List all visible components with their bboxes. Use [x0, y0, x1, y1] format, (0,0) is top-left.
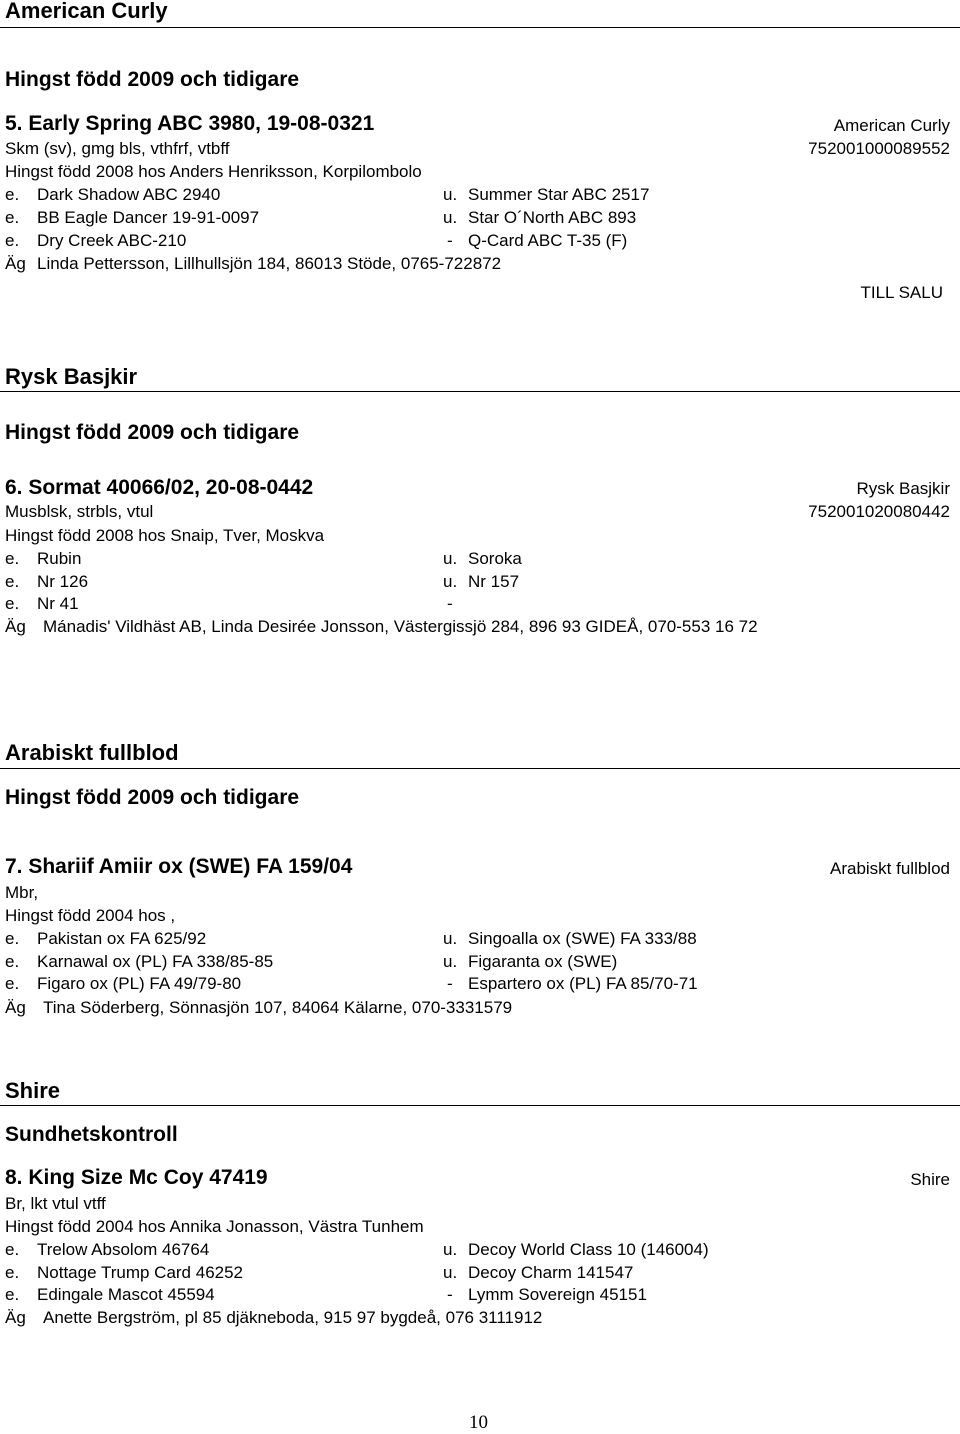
group-title: Hingst född 2009 och tidigare: [5, 786, 300, 809]
pedigree-prefix: e.: [5, 1263, 20, 1282]
horse-id-number: 752001000089552: [808, 139, 950, 158]
pedigree-prefix: e.: [5, 594, 20, 613]
page-number: 10: [469, 1412, 488, 1433]
pedigree-name: Decoy World Class 10 (146004): [468, 1240, 709, 1259]
pedigree-prefix: e.: [5, 952, 20, 971]
group-title: Hingst född 2009 och tidigare: [5, 421, 300, 444]
section-title: Rysk Basjkir: [5, 364, 138, 389]
owner-info: Anette Bergström, pl 85 djäkneboda, 915 97 bygdeå, 076 3111912: [43, 1308, 543, 1327]
pedigree-name: Nr 157: [468, 572, 520, 591]
horse-id-number: 752001020080442: [808, 502, 950, 521]
pedigree-prefix: e.: [5, 1285, 20, 1304]
pedigree-name: Dry Creek ABC-210: [37, 231, 187, 250]
pedigree-name: Nr 126: [37, 572, 89, 591]
pedigree-name: Summer Star ABC 2517: [468, 185, 650, 204]
pedigree-prefix: e.: [5, 572, 20, 591]
owner-prefix: Äg: [5, 998, 26, 1017]
pedigree-name: Pakistan ox FA 625/92: [37, 929, 207, 948]
pedigree-prefix: e.: [5, 929, 20, 948]
pedigree-name: Soroka: [468, 549, 522, 568]
owner-prefix: Äg: [5, 1308, 26, 1327]
owner-prefix: Äg: [5, 617, 26, 636]
owner-info: Mánadis' Vildhäst AB, Linda Desirée Jonsson, Västergissjö 284, 896 93 GIDEÅ, 070-553 16 72: [43, 617, 758, 636]
pedigree-name: Karnawal ox (PL) FA 338/85-85: [37, 952, 274, 971]
owner-info: Linda Pettersson, Lillhullsjön 184, 86013 Stöde, 0765-722872: [37, 254, 502, 273]
pedigree-name: Decoy Charm 141547: [468, 1263, 634, 1282]
pedigree-prefix: u.: [443, 1263, 458, 1282]
horse-description: Br, lkt vtul vtff: [5, 1194, 106, 1213]
horse-heading: 7. Shariif Amiir ox (SWE) FA 159/04: [5, 855, 353, 878]
horse-heading: 8. King Size Mc Coy 47419: [5, 1166, 268, 1189]
pedigree-name: Nr 41: [37, 594, 79, 613]
pedigree-prefix: e.: [5, 208, 20, 227]
pedigree-prefix: e.: [5, 974, 20, 993]
pedigree-name: Rubin: [37, 549, 82, 568]
pedigree-prefix: e.: [5, 549, 20, 568]
pedigree-prefix: u.: [443, 1240, 458, 1259]
pedigree-name: Dark Shadow ABC 2940: [37, 185, 221, 204]
pedigree-prefix: -: [447, 974, 453, 993]
pedigree-prefix: u.: [443, 208, 458, 227]
pedigree-prefix: e.: [5, 231, 20, 250]
pedigree-prefix: u.: [443, 929, 458, 948]
section-divider: [0, 27, 960, 28]
pedigree-name: Lymm Sovereign 45151: [468, 1285, 647, 1304]
pedigree-prefix: u.: [443, 185, 458, 204]
pedigree-name: Edingale Mascot 45594: [37, 1285, 215, 1304]
pedigree-name: Espartero ox (PL) FA 85/70-71: [468, 974, 698, 993]
pedigree-name: Figaranta ox (SWE): [468, 952, 618, 971]
section-title: Shire: [5, 1078, 61, 1103]
breed-label: American Curly: [833, 116, 950, 135]
breeder-info: Hingst född 2004 hos Annika Jonasson, Västra Tunhem: [5, 1217, 424, 1236]
breeder-info: Hingst född 2004 hos ,: [5, 906, 176, 925]
breed-label: Shire: [910, 1170, 950, 1189]
pedigree-prefix: -: [447, 594, 453, 613]
horse-heading: 6. Sormat 40066/02, 20-08-0442: [5, 476, 314, 499]
group-title: Sundhetskontroll: [5, 1123, 178, 1146]
horse-description: Musblsk, strbls, vtul: [5, 502, 154, 521]
pedigree-prefix: -: [447, 1285, 453, 1304]
group-title: Hingst född 2009 och tidigare: [5, 68, 300, 91]
breeder-info: Hingst född 2008 hos Snaip, Tver, Moskva: [5, 526, 325, 545]
pedigree-prefix: u.: [443, 952, 458, 971]
for-sale-note: TILL SALU: [860, 283, 943, 302]
pedigree-prefix: e.: [5, 185, 20, 204]
owner-info: Tina Söderberg, Sönnasjön 107, 84064 Kälarne, 070-3331579: [43, 998, 513, 1017]
horse-heading: 5. Early Spring ABC 3980, 19-08-0321: [5, 112, 375, 135]
breed-label: Arabiskt fullblod: [829, 859, 950, 878]
pedigree-name: Star O´North ABC 893: [468, 208, 637, 227]
horse-description: Skm (sv), gmg bls, vthfrf, vtbff: [5, 139, 230, 158]
pedigree-prefix: e.: [5, 1240, 20, 1259]
section-divider: [0, 768, 960, 769]
pedigree-prefix: -: [447, 231, 453, 250]
breed-label: Rysk Basjkir: [856, 479, 950, 498]
pedigree-name: Q-Card ABC T-35 (F): [468, 231, 628, 250]
horse-description: Mbr,: [5, 883, 39, 902]
pedigree-prefix: u.: [443, 572, 458, 591]
breeder-info: Hingst född 2008 hos Anders Henriksson, Korpilombolo: [5, 162, 422, 181]
pedigree-name: Singoalla ox (SWE) FA 333/88: [468, 929, 697, 948]
pedigree-name: Nottage Trump Card 46252: [37, 1263, 244, 1282]
section-title: Arabiskt fullblod: [5, 740, 179, 765]
section-title: American Curly: [5, 0, 168, 23]
section-divider: [0, 391, 960, 392]
pedigree-prefix: u.: [443, 549, 458, 568]
section-divider: [0, 1105, 960, 1106]
pedigree-name: BB Eagle Dancer 19-91-0097: [37, 208, 260, 227]
pedigree-name: Figaro ox (PL) FA 49/79-80: [37, 974, 242, 993]
pedigree-name: Trelow Absolom 46764: [37, 1240, 210, 1259]
owner-prefix: Äg: [5, 254, 26, 273]
